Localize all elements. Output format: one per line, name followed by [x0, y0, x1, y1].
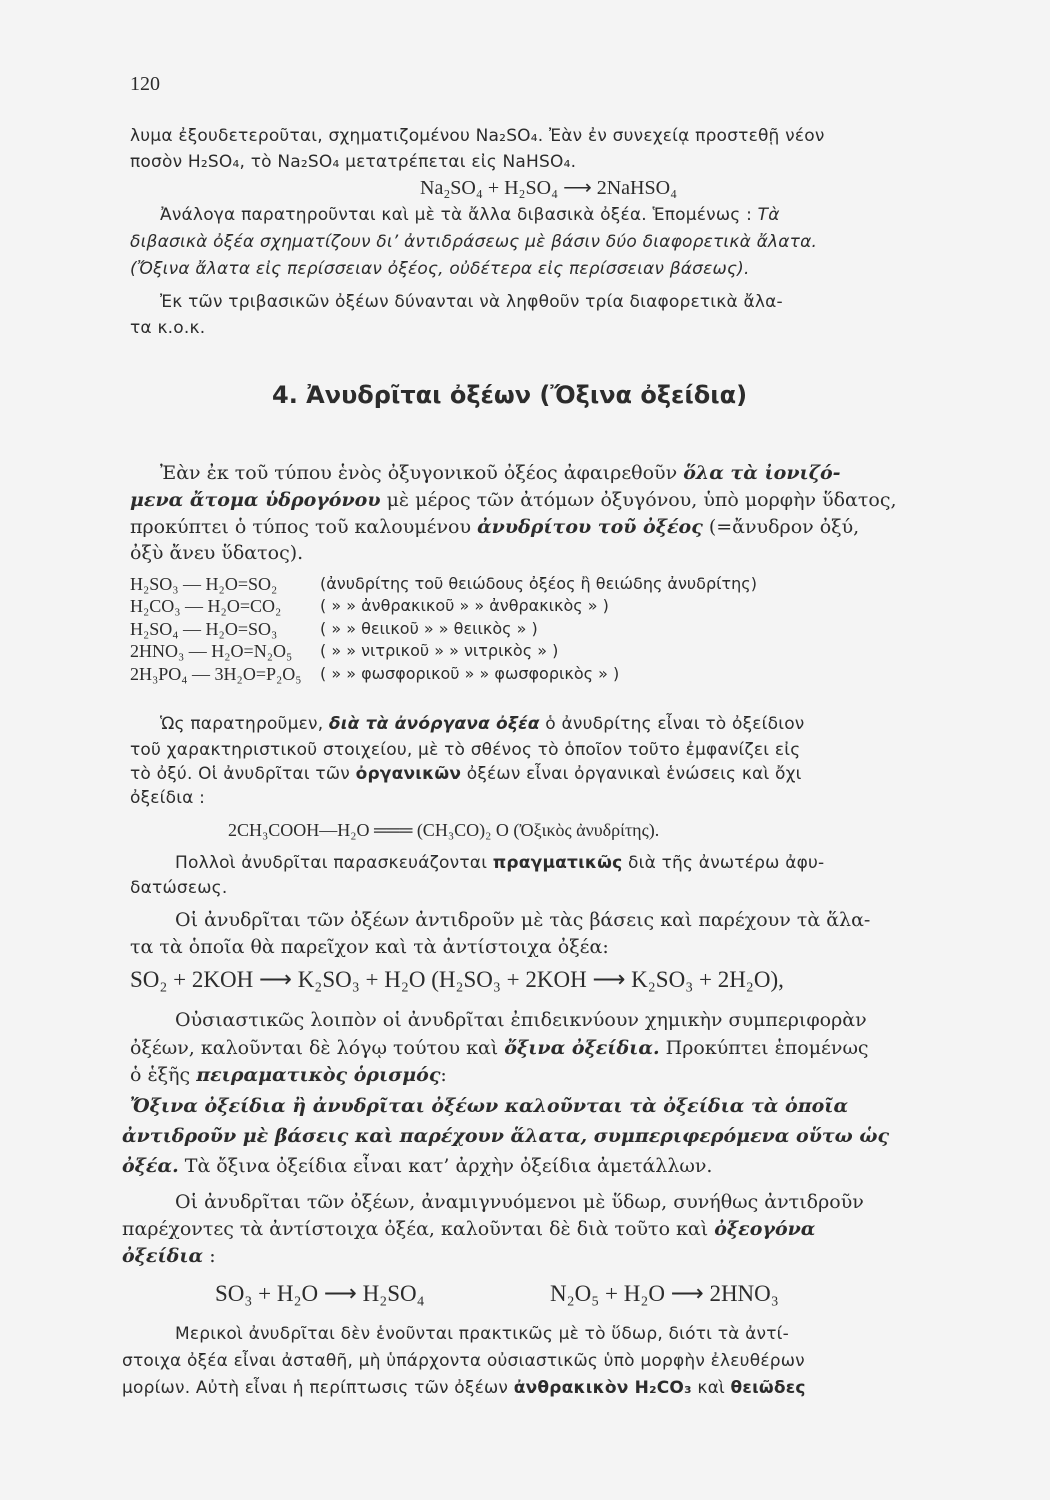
text-line	[122, 1154, 712, 1178]
emphasis-text: ὅλα τὰ ἰονιζό-	[683, 462, 841, 484]
emphasis-line: διβασικὰ ὀξέα σχηματίζουν δι’ ἀντιδράσεως μὲ βάσιν δύο διαφορετικὰ ἄλατα.	[130, 232, 818, 252]
text-line: τα τὰ ὁποῖα θὰ παρεῖχον καὶ τὰ ἀντίστοιχα ὀξέα:	[130, 936, 609, 958]
emphasis-text: διὰ τὰ ἀνόργανα ὀξέα	[328, 714, 540, 734]
formula-cell: H₂CO₃ — H₂O=CO₂	[130, 596, 282, 617]
text-span: Πολλοὶ ἀνυδρῖται παρασκευάζονται	[175, 853, 488, 873]
text-line: ὀξὺ ἄνευ ὕδατος).	[130, 542, 304, 564]
section-heading: 4. Ἀνυδρῖται ὀξέων (Ὄξινα ὀξείδια)	[272, 381, 748, 409]
text-line	[122, 1244, 216, 1268]
text-line: δατώσεως.	[130, 878, 228, 898]
formula-cell: 2HNO₃ — H₂O=N₂O₅	[130, 641, 293, 662]
text-span: διὰ τῆς ἀνωτέρω ἀφυ-	[628, 853, 825, 873]
chemical-equation: SO₂ + 2KOH ⟶ K₂SO₃ + H₂O (H₂SO₃ + 2KOH ⟶ K₂SO₃ + 2H₂O),	[130, 967, 784, 992]
emphasis-text: ὀξεογόνα	[714, 1218, 816, 1240]
text-line	[130, 488, 897, 512]
text-line	[160, 712, 805, 736]
definition-line: ἀντιδροῦν μὲ βάσεις καὶ παρέχουν ἅλατα, συμπεριφερόμενα οὕτω ὡς	[122, 1125, 890, 1147]
text-line	[122, 1217, 815, 1241]
emphasis-text: ὀργανικῶν	[355, 764, 462, 784]
text-span: παρέχοντες τὰ ἀντίστοιχα ὀξέα, καλοῦνται δὲ διὰ τοῦτο καὶ	[122, 1218, 709, 1240]
emphasis-text: πειραματικὸς ὁρισμός	[196, 1064, 441, 1086]
text-line: Οἱ ἀνυδρῖται τῶν ὀξέων ἀντιδροῦν μὲ τὰς βάσεις καὶ παρέχουν τὰ ἅλα-	[175, 909, 871, 931]
text-line: Οἱ ἀνυδρῖται τῶν ὀξέων, ἀναμιγνυόμενοι μὲ ὕδωρ, συνήθως ἀντιδροῦν	[175, 1191, 864, 1213]
chemical-equation: SO₃ + H₂O ⟶ H₂SO₄	[215, 1281, 425, 1306]
text-line: Οὐσιαστικῶς λοιπὸν οἱ ἀνυδρῖται ἐπιδεικνύουν χημικὴν συμπεριφορὰν	[175, 1009, 867, 1031]
text-line	[130, 762, 802, 786]
emphasis-text: πραγματικῶς	[492, 853, 623, 873]
text-line	[130, 1036, 869, 1060]
text-line: τοῦ χαρακτηριστικοῦ στοιχείου, μὲ τὸ σθένος τὸ ὁποῖον τοῦτο ἐμφανίζει εἰς	[130, 740, 801, 760]
description-cell: ( » » νιτρικοῦ » » νιτρικὸς » )	[320, 641, 559, 661]
emphasis-line: (Ὄξινα ἄλατα εἰς περίσσειαν ὀξέος, οὐδέτερα εἰς περίσσειαν βάσεως).	[130, 259, 750, 279]
text-span: τὸ ὀξύ. Οἱ ἀνυδρῖται τῶν	[130, 764, 350, 784]
description-cell: (ἀνυδρίτης τοῦ θειώδους ὀξέος ἢ θειώδης ἀνυδρίτης)	[320, 574, 757, 593]
text-span: Ὡς παρατηροῦμεν,	[160, 714, 324, 734]
text-span: καὶ	[697, 1378, 725, 1398]
text-line: στοιχα ὀξέα εἶναι ἀσταθῆ, μὴ ὑπάρχοντα οὐσιαστικῶς ὑπὸ μορφὴν ἐλευθέρων	[122, 1351, 805, 1371]
chemical-equation: Na₂SO₄ + H₂SO₄ ⟶ 2NaHSO₄	[420, 177, 678, 199]
text-span: ὀξέων, καλοῦνται δὲ λόγῳ τούτου καὶ	[130, 1037, 499, 1059]
emphasis-text: ὀξείδια	[122, 1245, 204, 1267]
emphasis-text: ὄξινα ὀξείδια.	[504, 1037, 660, 1059]
chemical-equation: N₂O₅ + H₂O ⟶ 2HNO₃	[550, 1281, 779, 1306]
text-span: Ἀνάλογα παρατηροῦνται καὶ μὲ τὰ ἄλλα διβασικὰ ὀξέα. Ἑπομένως :	[160, 205, 753, 225]
formula-cell: H₂SO₄ — H₂O=SO₃	[130, 618, 278, 639]
text-span: :	[440, 1064, 447, 1086]
formula-cell: H₂SO₃ — H₂O=SO₂	[130, 574, 278, 594]
chemical-equation: 2CH₃COOH—H₂O ═══ (CH₃CO)₂ O (Ὀξικὸς ἀνυδρίτης).	[228, 820, 660, 840]
text-line	[175, 851, 824, 875]
text-span: Προκύπτει ἑπομένως	[665, 1037, 869, 1059]
formula-cell: 2H₃PO₄ — 3H₂O=P₂O₅	[130, 663, 302, 684]
emphasis-text: Τὰ	[757, 205, 780, 225]
page-number: 120	[130, 73, 160, 95]
text-line	[130, 515, 859, 539]
text-line: λυμα ἐξουδετεροῦται, σχηματιζομένου Na₂SO₄. Ἐὰν ἐν συνεχείᾳ προστεθῇ νέον	[130, 126, 825, 146]
text-line	[160, 461, 841, 485]
text-line: Μερικοὶ ἀνυδρῖται δὲν ἑνοῦνται πρακτικῶς μὲ τὸ ὕδωρ, διότι τὰ ἀντί-	[175, 1324, 789, 1344]
text-span: ὁ ἀνυδρίτης εἶναι τὸ ὀξείδιον	[545, 714, 805, 734]
emphasis-text: ὀξέα.	[122, 1155, 179, 1177]
description-cell: ( » » ἀνθρακικοῦ » » ἀνθρακικὸς » )	[320, 596, 609, 616]
text-span: :	[209, 1245, 216, 1267]
emphasis-text: θειῶδες	[730, 1378, 806, 1398]
text-span: (=ἄνυδρον ὀξύ,	[708, 516, 860, 538]
text-line	[122, 1376, 806, 1400]
text-span: ὁ ἑξῆς	[130, 1064, 191, 1086]
text-span: ὀξέων εἶναι ὀργανικαὶ ἑνώσεις καὶ ὄχι	[466, 764, 802, 784]
description-cell: ( » » θειικοῦ » » θειικὸς » )	[320, 618, 538, 638]
text-line	[130, 1063, 447, 1087]
text-line: ποσὸν H₂SO₄, τὸ Na₂SO₄ μετατρέπεται εἰς NaHSO₄.	[130, 152, 577, 172]
text-span: μορίων. Αὐτὴ εἶναι ἡ περίπτωσις τῶν ὀξέων	[122, 1378, 509, 1398]
emphasis-text: ἀνθρακικὸν H₂CO₃	[513, 1378, 692, 1398]
text-span: Ἐὰν ἐκ τοῦ τύπου ἑνὸς ὀξυγονικοῦ ὀξέος ἀφαιρεθοῦν	[160, 462, 678, 484]
description-cell: ( » » φωσφορικοῦ » » φωσφορικὸς » )	[320, 663, 620, 683]
definition-line: Ὄξινα ὀξείδια ἢ ἀνυδρῖται ὀξέων καλοῦνται τὰ ὀξείδια τὰ ὁποῖα	[130, 1095, 849, 1117]
text-line: Ἐκ τῶν τριβασικῶν ὀξέων δύνανται νὰ ληφθοῦν τρία διαφορετικὰ ἄλα-	[160, 292, 783, 312]
text-span: Τὰ ὄξινα ὀξείδια εἶναι κατ’ ἀρχὴν ὀξείδια ἀμετάλλων.	[184, 1155, 713, 1177]
emphasis-text: ἀνυδρίτου τοῦ ὀξέος	[477, 516, 703, 538]
text-line	[160, 203, 780, 227]
text-line: τα κ.ο.κ.	[130, 318, 206, 338]
emphasis-text: μενα ἄτομα ὑδρογόνου	[130, 489, 381, 511]
text-span: προκύπτει ὁ τύπος τοῦ καλουμένου	[130, 516, 472, 538]
text-span: μὲ μέρος τῶν ἀτόμων ὀξυγόνου, ὑπὸ μορφὴν ὕδατος,	[386, 489, 897, 511]
text-line: ὀξείδια :	[130, 788, 206, 808]
